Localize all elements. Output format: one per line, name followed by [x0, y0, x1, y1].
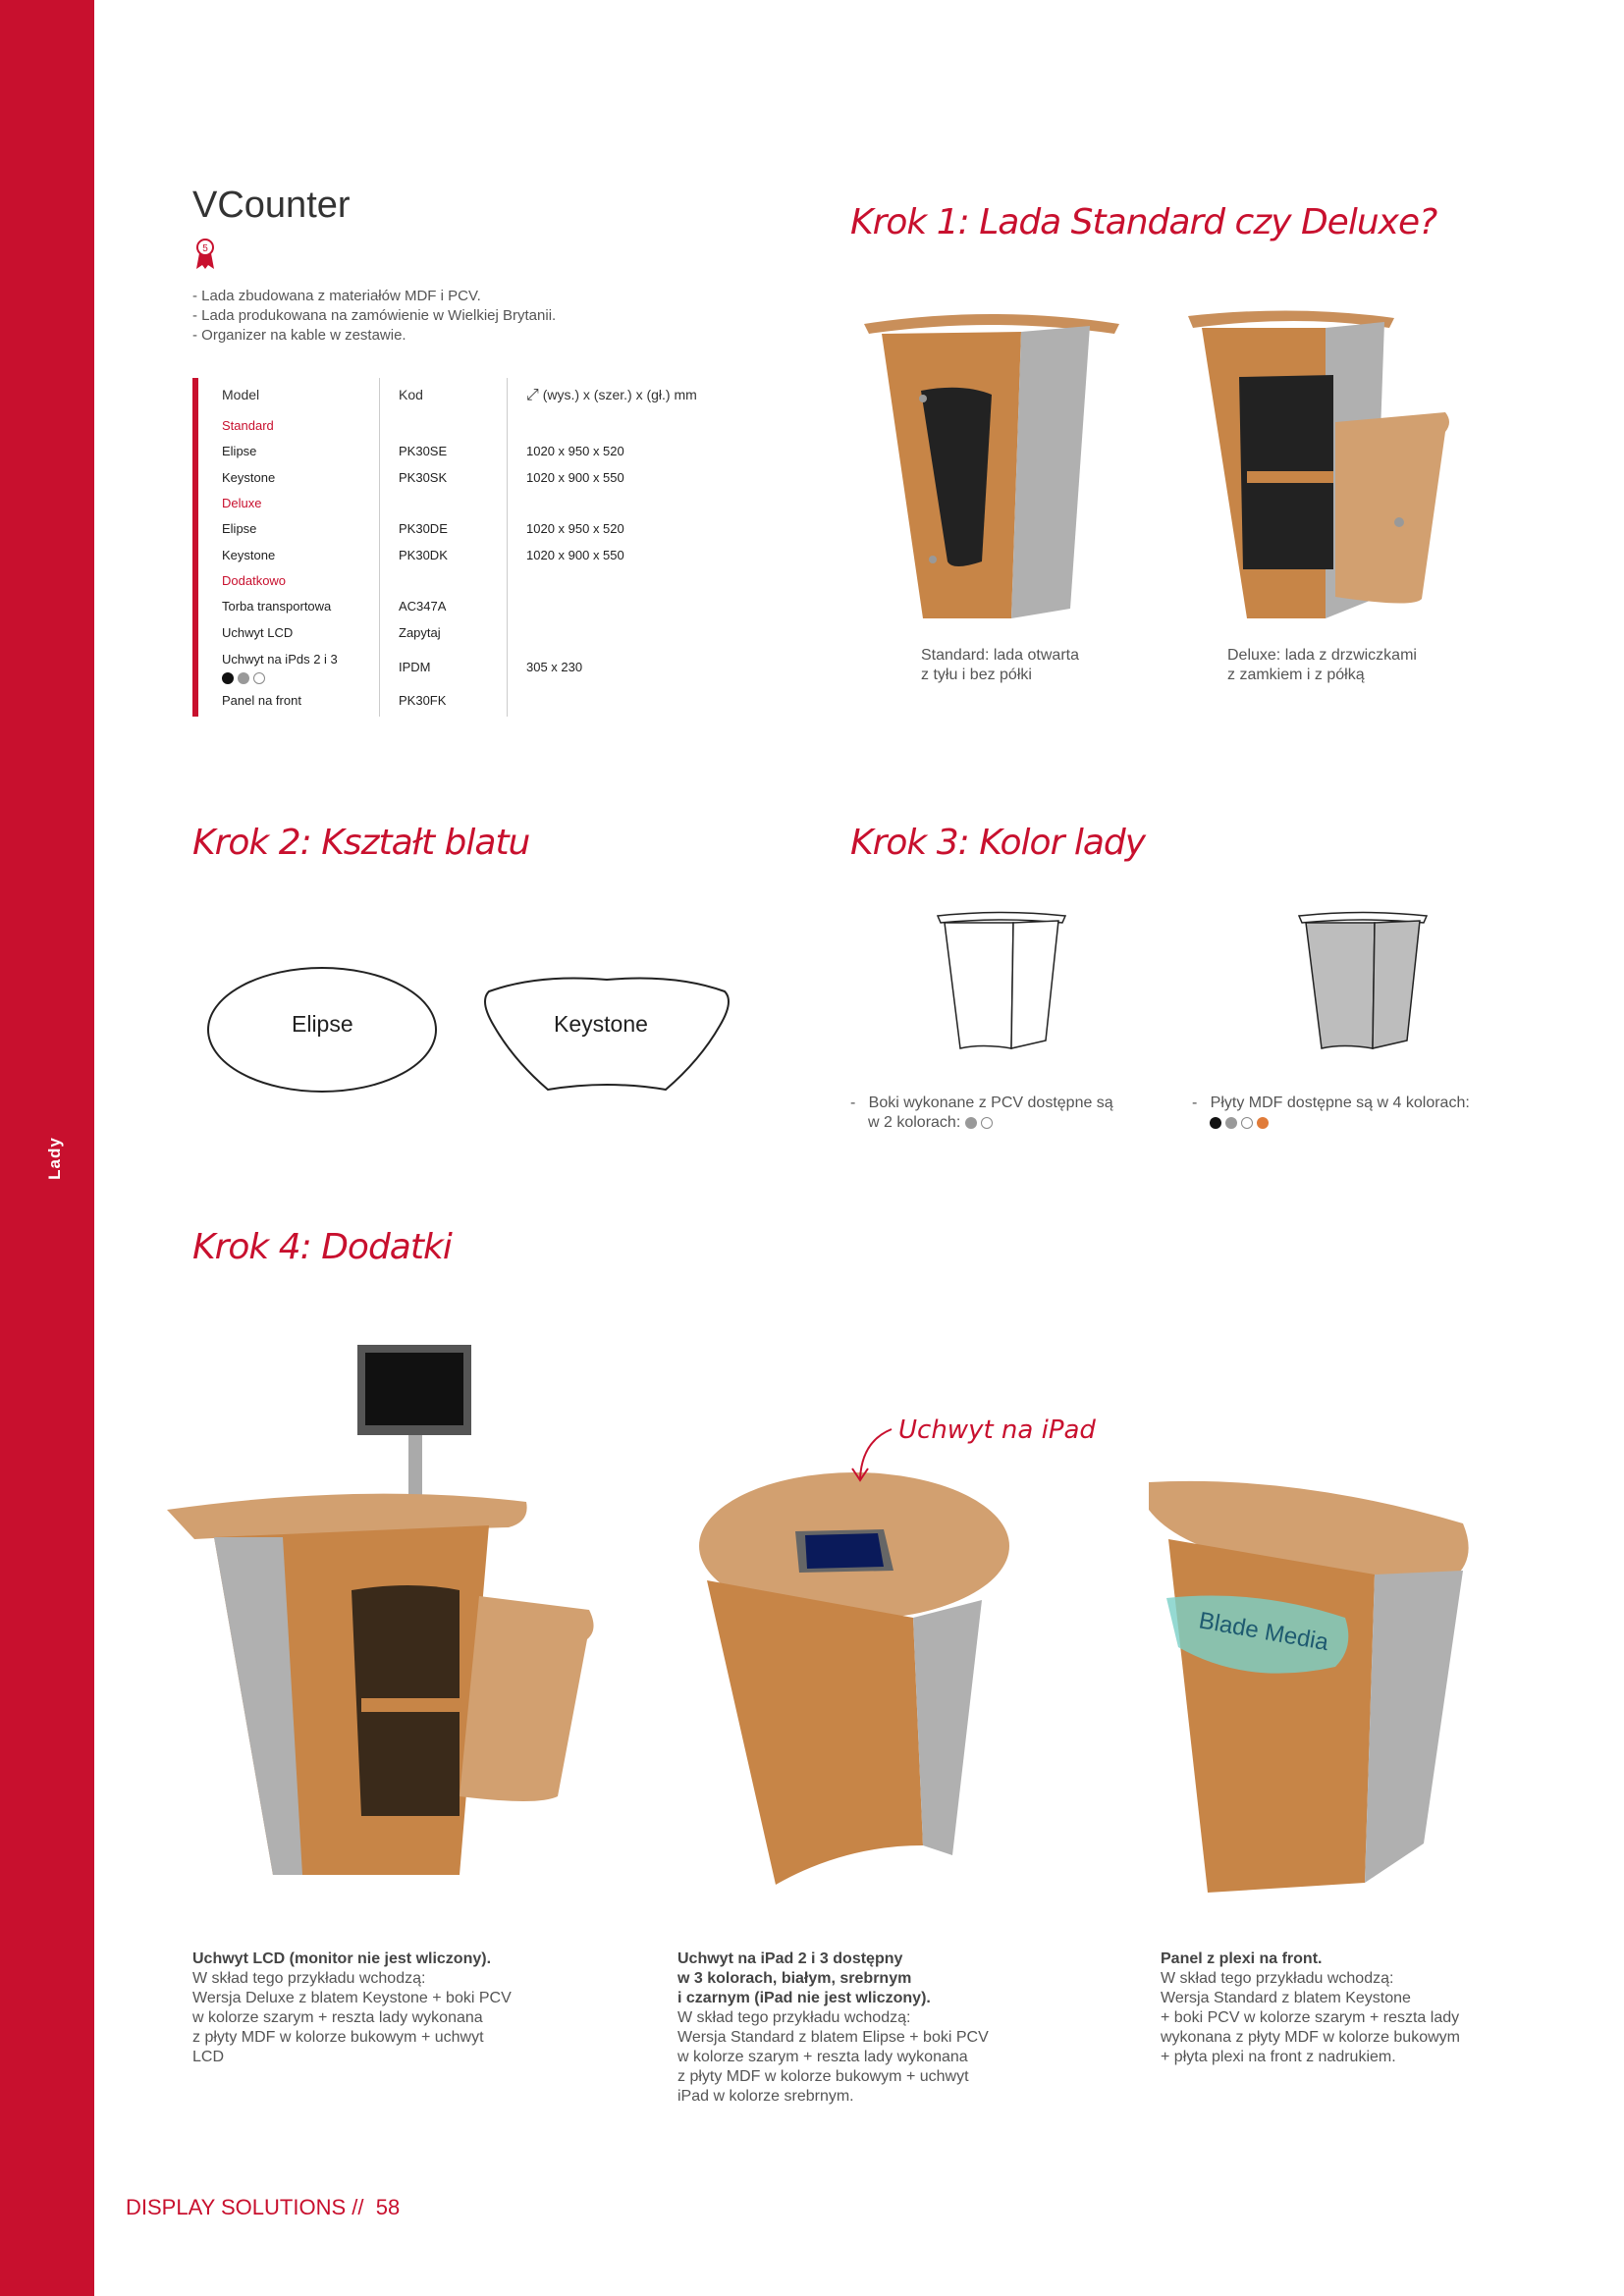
- spec-group-deluxe: Deluxe: [222, 496, 262, 510]
- award-ribbon-icon: [194, 238, 216, 271]
- color-swatch-orange: [1257, 1117, 1269, 1129]
- step1-heading: Krok 1: Lada Standard czy Deluxe?: [850, 202, 1437, 242]
- feature-item: - Organizer na kable w zestawie.: [192, 326, 556, 346]
- feature-item: - Lada produkowana na zamówienie w Wielkiej Brytanii.: [192, 306, 556, 326]
- spec-cell-model: Uchwyt LCD: [222, 625, 294, 640]
- spec-cell-dims: 1020 x 900 x 550: [526, 470, 624, 485]
- color-swatch-white: [1241, 1117, 1253, 1129]
- pcv-caption: - Boki wykonane z PCV dostępne są w 2 kolorach:: [850, 1095, 1113, 1131]
- spec-cell-code: IPDM: [399, 660, 431, 674]
- spec-cell-dims: 305 x 230: [526, 660, 583, 674]
- step4-heading: Krok 4: Dodatki: [192, 1227, 452, 1267]
- svg-text:5: 5: [202, 243, 208, 254]
- spec-table-accent: [192, 378, 198, 717]
- keystone-label: Keystone: [554, 1011, 648, 1037]
- lcd-counter-image: [165, 1345, 636, 1895]
- ipad-color-dots: [222, 669, 265, 684]
- spec-group-standard: Standard: [222, 418, 274, 433]
- spec-cell-dims: 1020 x 900 x 550: [526, 548, 624, 562]
- color-swatch-white: [981, 1117, 993, 1129]
- blade-media-logo: Blade Media: [1196, 1607, 1331, 1657]
- sidebar: [0, 0, 94, 2296]
- pcv-outline-white: [933, 911, 1070, 1058]
- spec-cell-model: Elipse: [222, 521, 257, 536]
- lcd-description: Uchwyt LCD (monitor nie jest wliczony). W skład tego przykładu wchodzą: Wersja Deluxe z blatem Keystone + boki PCV w kolorze szarym + reszta lady wykonana z płyty MDF w kolorze bukowym + uchwyt LCD: [192, 1950, 512, 2065]
- spec-cell-code: PK30DK: [399, 548, 448, 562]
- color-swatch-grey: [1225, 1117, 1237, 1129]
- spec-cell-model: Uchwyt na iPds 2 i 3: [222, 652, 338, 667]
- spec-cell-model: Torba transportowa: [222, 599, 332, 614]
- spec-cell-code: AC347A: [399, 599, 447, 614]
- spec-cell-dims: 1020 x 950 x 520: [526, 444, 624, 458]
- color-swatch-grey: [965, 1117, 977, 1129]
- feature-list: [192, 287, 556, 346]
- spec-cell-code: PK30SE: [399, 444, 448, 458]
- spec-header-code: Kod: [399, 387, 423, 402]
- spec-cell-code: PK30FK: [399, 693, 447, 708]
- spec-group-extra: Dodatkowo: [222, 573, 287, 588]
- spec-cell-model: Keystone: [222, 470, 276, 485]
- color-swatch-black: [222, 672, 234, 684]
- spec-cell-code: PK30DE: [399, 521, 448, 536]
- step3-heading: Krok 3: Kolor lady: [850, 823, 1146, 863]
- spec-cell-code: Zapytaj: [399, 625, 441, 640]
- ipad-arrow-icon: [833, 1421, 901, 1490]
- spec-cell-model: Elipse: [222, 444, 257, 458]
- spec-header-model: Model: [222, 387, 260, 402]
- color-swatch-grey: [238, 672, 249, 684]
- ipad-counter-image: [687, 1472, 1021, 1904]
- standard-caption: Standard: lada otwarta z tyłu i bez półki: [921, 647, 1079, 683]
- page-footer: [126, 2195, 400, 2220]
- page-number: 58: [375, 2195, 401, 2219]
- spec-cell-model: Panel na front: [222, 693, 301, 708]
- sidebar-label: Lady: [44, 1137, 64, 1180]
- pcv-outline-grey: [1294, 911, 1432, 1058]
- dimensions-icon: ⤢: [526, 387, 539, 403]
- elipse-label: Elipse: [292, 1011, 353, 1037]
- ipad-note: Uchwyt na iPad: [898, 1415, 1096, 1445]
- product-title: VCounter: [192, 185, 351, 226]
- panel-description: Panel z plexi na front. W skład tego przykładu wchodzą: Wersja Standard z blatem Keystone + boki PCV w kolorze szarym + reszta lady wykonana z płyty MDF w kolorze bukowym + płyta plexi na front z nadrukiem.: [1161, 1950, 1460, 2065]
- color-swatch-white: [253, 672, 265, 684]
- deluxe-counter-image: [1188, 304, 1463, 628]
- ipad-description: Uchwyt na iPad 2 i 3 dostępny w 3 kolorach, białym, srebrnym i czarnym (iPad nie jest wliczony). W skład tego przykładu wchodzą: Wersja Standard z blatem Elipse + boki PCV w kolorze szarym + reszta lady wykonana z płyty MDF w kolorze bukowym + uchwyt iPad w kolorze srebrnym.: [677, 1950, 989, 2105]
- mdf-caption: - Płyty MDF dostępne są w 4 kolorach:: [1192, 1094, 1470, 1133]
- deluxe-caption: Deluxe: lada z drzwiczkami z zamkiem i z półką: [1227, 647, 1417, 683]
- footer-text: DISPLAY SOLUTIONS //: [126, 2195, 364, 2219]
- color-swatch-black: [1210, 1117, 1221, 1129]
- step2-heading: Krok 2: Kształt blatu: [192, 823, 530, 863]
- spec-cell-code: PK30SK: [399, 470, 448, 485]
- spec-cell-dims: 1020 x 950 x 520: [526, 521, 624, 536]
- standard-counter-image: [864, 304, 1119, 628]
- spec-cell-model: Keystone: [222, 548, 276, 562]
- panel-counter-image: [1139, 1480, 1483, 1912]
- feature-item: - Lada zbudowana z materiałów MDF i PCV.: [192, 287, 556, 306]
- spec-header-dims: ⤢ (wys.) x (szer.) x (gł.) mm: [526, 387, 697, 403]
